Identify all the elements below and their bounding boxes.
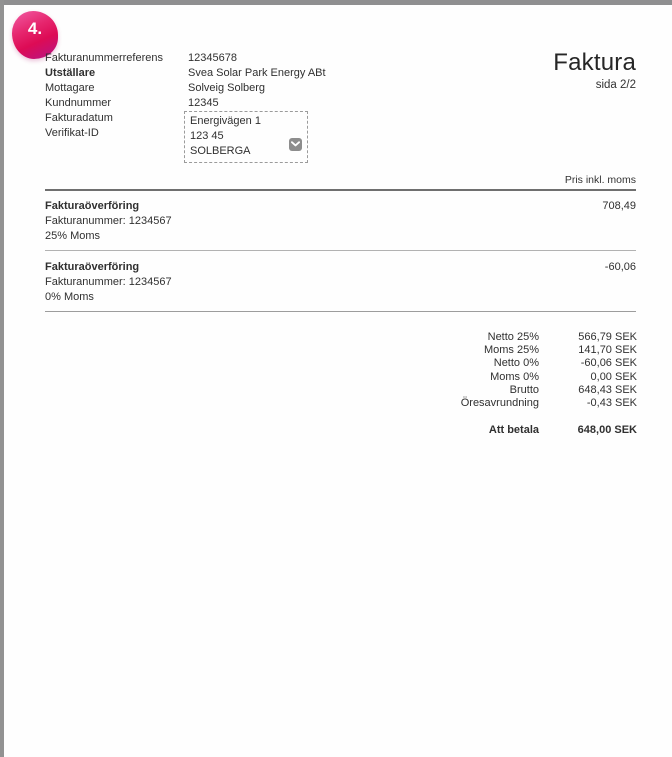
summary-row-netto-25 [404, 331, 637, 344]
value-fakturanummerreferens: 12345678 [188, 52, 237, 64]
value-mottagare: Solveig Solberg [188, 82, 266, 94]
summary-value: 648,43 SEK [578, 383, 637, 396]
step-badge-number: 4. [27, 19, 43, 38]
line-item-2 [45, 260, 172, 305]
address-line-1: Energivägen 1 [190, 115, 261, 127]
line-item-1 [45, 199, 172, 244]
summary-row-brutto [404, 384, 637, 397]
label-fakturadatum: Fakturadatum [45, 112, 113, 124]
summary-value: 0,00 SEK [590, 370, 637, 383]
summary-row-netto-0 [404, 357, 637, 370]
total-label: Att betala [488, 424, 539, 437]
summary-label: Moms 0% [490, 370, 539, 383]
document-title: Faktura [553, 49, 636, 76]
invoice-page [4, 5, 672, 757]
divider-header [45, 189, 636, 191]
summary-row-moms-0 [404, 371, 637, 384]
value-kundnummer: 12345 [188, 97, 219, 109]
summary-row-oresavrundning [404, 397, 637, 410]
line-item-reference: Fakturanummer: 1234567 [45, 276, 172, 288]
label-verifikat-id: Verifikat-ID [45, 127, 99, 139]
line-item-reference: Fakturanummer: 1234567 [45, 215, 172, 227]
summary-value: 141,70 SEK [578, 344, 637, 357]
label-mottagare: Mottagare [45, 82, 95, 94]
label-utstallare: Utställare [45, 67, 96, 79]
summary-value: -60,06 SEK [580, 357, 637, 370]
page-indicator: sida 2/2 [595, 79, 636, 91]
line-item-vat: 25% Moms [45, 230, 101, 242]
chevron-down-icon[interactable] [289, 138, 302, 151]
divider-item-2 [45, 311, 636, 312]
divider-item-1 [45, 250, 636, 251]
line-item-title: Fakturaöverföring [45, 200, 140, 212]
summary-value: -0,43 SEK [586, 397, 637, 410]
summary-label: Netto 0% [493, 357, 539, 370]
invoice-field-values [188, 51, 326, 111]
summary-row-att-betala [404, 424, 637, 437]
summary-label: Öresavrundning [460, 397, 539, 410]
label-kundnummer: Kundnummer [45, 97, 112, 109]
line-item-title: Fakturaöverföring [45, 261, 140, 273]
invoice-field-labels [45, 51, 163, 141]
summary-value: 566,79 SEK [578, 331, 637, 343]
line-item-amount: -60,06 [604, 261, 636, 273]
line-item-amount: 708,49 [602, 200, 636, 212]
total-value: 648,00 SEK [577, 424, 637, 437]
price-column-header: Pris inkl. moms [564, 174, 636, 186]
summary-row-moms-25 [404, 344, 637, 357]
line-item-vat: 0% Moms [45, 291, 94, 303]
invoice-summary [404, 331, 637, 437]
summary-label: Brutto [509, 383, 539, 396]
label-fakturanummerreferens: Fakturanummerreferens [45, 52, 163, 64]
summary-label: Netto 25% [487, 331, 539, 343]
value-utstallare: Svea Solar Park Energy ABt [188, 67, 326, 79]
address-line-2: 123 45 SOLBERGA [190, 130, 251, 157]
summary-label: Moms 25% [483, 344, 539, 357]
address-dropdown[interactable] [184, 111, 308, 163]
